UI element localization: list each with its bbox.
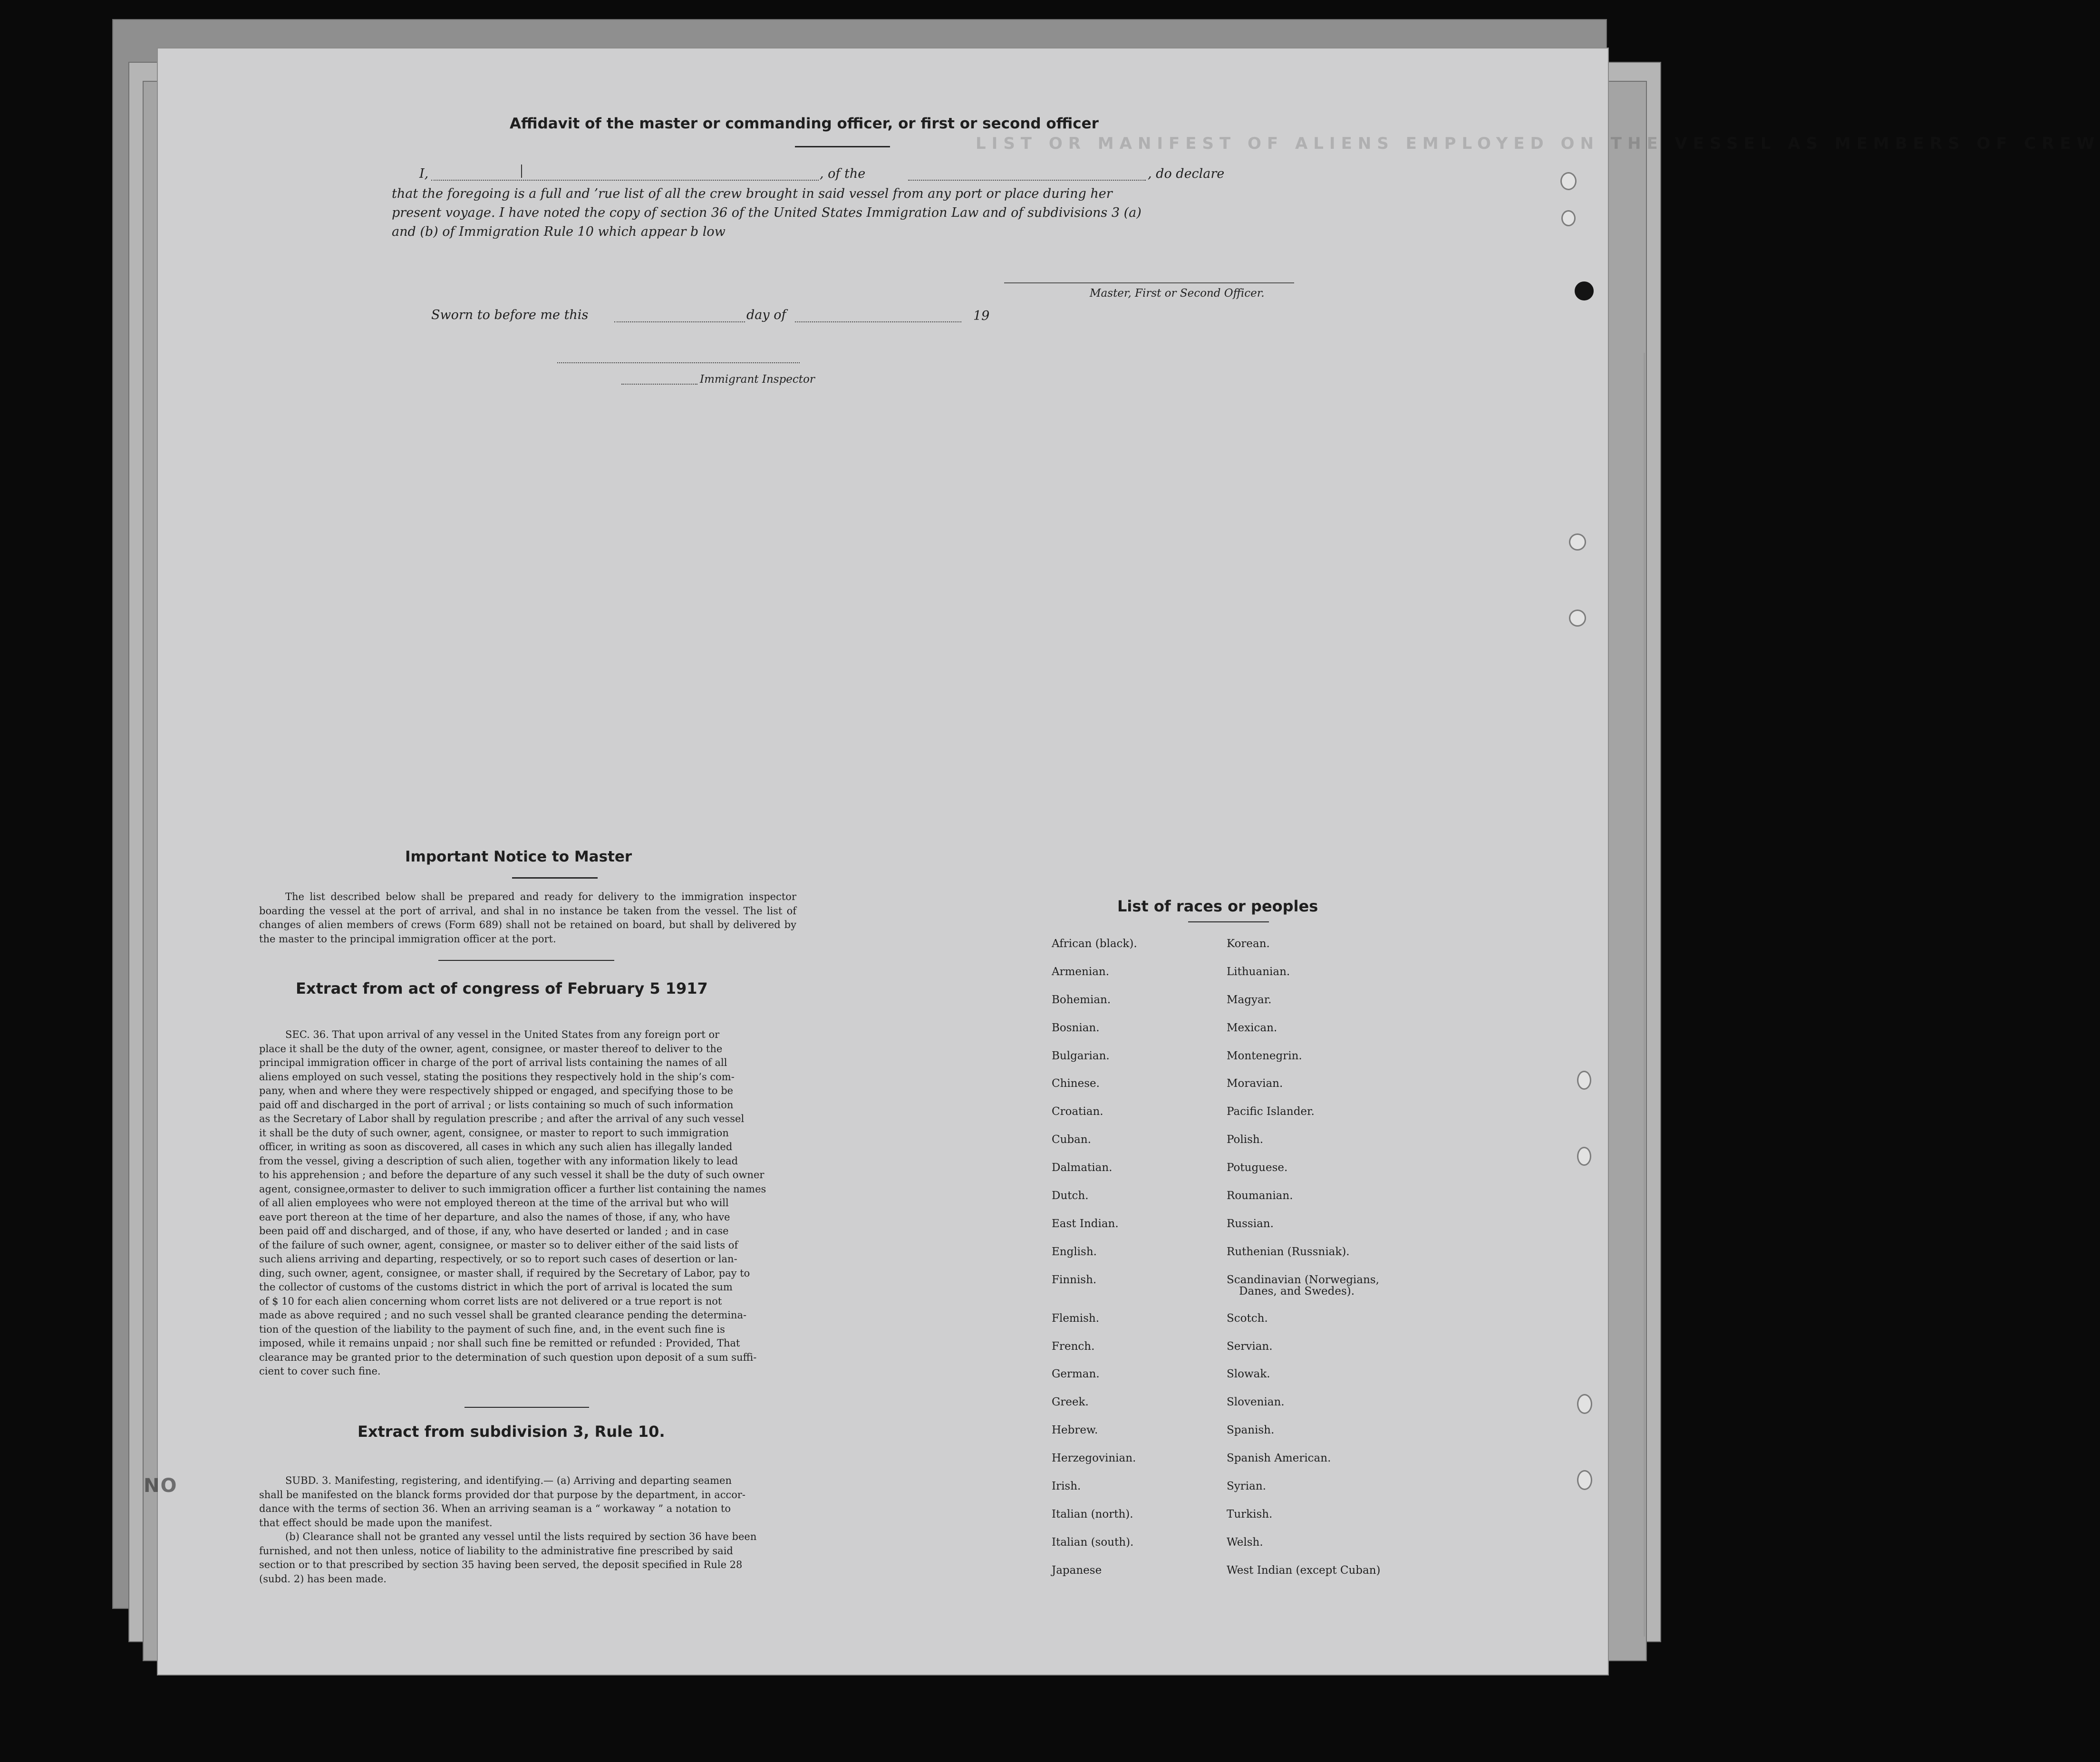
sworn-label: Sworn to before me this (431, 308, 589, 322)
race-item: Pacific Islander. (1227, 1105, 1315, 1118)
race-item: Cuban. (1052, 1133, 1091, 1146)
race-item: Chinese. (1052, 1077, 1100, 1090)
sworn-day-blank[interactable] (614, 321, 745, 322)
ghost-no-label: NO (144, 1475, 178, 1497)
race-item: Herzegovinian. (1052, 1452, 1136, 1465)
text-line: principal immigration officer in charge of the port of arrival lists containing the names of all (259, 1057, 727, 1068)
race-item: Italian (south). (1052, 1536, 1134, 1549)
text-line: clearance may be granted prior to the determination of such question upon deposit of a sum suffi- (259, 1351, 757, 1363)
punch-hole (1569, 610, 1586, 627)
affidavit-i-label: I, (419, 166, 429, 181)
affidavit-line-4: and (b) of Immigration Rule 10 which appear b low (392, 224, 726, 239)
race-item: German. (1052, 1368, 1100, 1381)
inspector-caption-lead (621, 384, 697, 385)
race-item: Magyar. (1227, 993, 1272, 1006)
punch-hole (1577, 1071, 1591, 1090)
text-line: pany, when and where they were respectively shipped or engaged, and specifying those to be (259, 1085, 734, 1096)
text-line: of all alien employees who were not employed thereon at the time of the arrival but who will (259, 1197, 729, 1209)
text-line: aliens employed on such vessel, stating the positions they respectively hold in the ship’s com- (259, 1071, 735, 1083)
race-item: Slovenian. (1227, 1396, 1285, 1409)
punch-hole (1577, 1147, 1591, 1166)
race-item: Spanish. (1227, 1424, 1275, 1437)
race-item: Bohemian. (1052, 993, 1111, 1006)
text-line: SEC. 36. That upon arrival of any vessel in the United States from any foreign port or (285, 1029, 720, 1040)
notice-divider (438, 960, 614, 961)
race-item: West Indian (except Cuban) (1227, 1564, 1381, 1577)
text-line: such aliens arriving and departing, respectively, or so to report such cases of desertion or lan- (259, 1253, 737, 1265)
race-item: Montenegrin. (1227, 1049, 1302, 1062)
race-item: Ruthenian (Russniak). (1227, 1245, 1350, 1258)
text-line: the collector of customs of the customs district in which the port of arrival is located the sum (259, 1281, 733, 1293)
race-item: French. (1052, 1340, 1095, 1353)
punch-hole (1577, 1394, 1592, 1414)
text-line: of the failure of such owner, agent, consignee, or master so to deliver either of the said lists of (259, 1239, 738, 1251)
inspector-signature-line[interactable] (557, 362, 800, 363)
affidavit-title: Affidavit of the master or commanding officer, or first or second officer (510, 115, 1099, 132)
race-item: English. (1052, 1245, 1097, 1258)
race-item: Bulgarian. (1052, 1049, 1110, 1062)
race-item: Scandinavian (Norwegians, Danes, and Swedes). (1227, 1274, 1426, 1312)
race-item: Servian. (1227, 1340, 1273, 1353)
race-item: Croatian. (1052, 1105, 1103, 1118)
race-item: Lithuanian. (1227, 965, 1290, 978)
page-frame-line (1644, 353, 1645, 1636)
race-item-continuation: Danes, and Swedes). (1239, 1285, 1355, 1297)
races-right-column (1227, 938, 1426, 1592)
affidavit-declare-label: , do declare (1148, 166, 1225, 181)
extract-1-divider (465, 1407, 589, 1408)
text-line: tion of the question of the liability to the payment of such fine, and, in the event such fine is (259, 1323, 725, 1335)
race-item: Welsh. (1227, 1536, 1263, 1549)
race-item: Armenian. (1052, 965, 1110, 978)
race-item: Spanish American. (1227, 1452, 1331, 1465)
race-item: Bosnian. (1052, 1021, 1100, 1034)
sworn-year-label: 19 (973, 309, 990, 323)
punch-hole (1561, 210, 1576, 226)
inspector-caption: Immigrant Inspector (700, 373, 815, 386)
affidavit-line-2: that the foregoing is a full and ’rue list of all the crew brought in said vessel from any port or place during her (392, 186, 1113, 201)
race-item: East Indian. (1052, 1217, 1119, 1230)
race-item: Dalmatian. (1052, 1162, 1113, 1174)
text-line: as the Secretary of Labor shall by regulation prescribe ; and after the arrival of any such vessel (259, 1113, 745, 1124)
race-item: Dutch. (1052, 1190, 1089, 1202)
text-line: place it shall be the duty of the owner, agent, consignee, or master thereof to deliver to the (259, 1043, 723, 1055)
race-item: Korean. (1227, 938, 1270, 950)
race-item: Irish. (1052, 1480, 1081, 1493)
race-item: Roumanian. (1227, 1190, 1293, 1202)
text-line: of $ 10 for each alien concerning whom corret lists are not delivered or a true report is not (259, 1295, 722, 1307)
text-line: officer, in writing as soon as discovered, all cases in which any such alien has illegally landed (259, 1141, 733, 1152)
text-line: eave port thereon at the time of her departure, and also the names of those, if any, who have (259, 1211, 730, 1223)
races-left-column (1052, 938, 1209, 1592)
text-line: SUBD. 3. Manifesting, registering, and identifying.— (a) Arriving and departing seamen (285, 1475, 732, 1486)
text-line: section or to that prescribed by section 35 having been served, the deposit specified in Rule 28 (259, 1559, 743, 1570)
races-title: List of races or peoples (1117, 897, 1318, 915)
text-line: (subd. 2) has been made. (259, 1573, 387, 1585)
race-item: Moravian. (1227, 1077, 1283, 1090)
text-line: imposed, while it remains unpaid ; nor shall such fine be remitted or refunded : Provided, That (259, 1337, 740, 1349)
text-line: furnished, and not then unless, notice of liability to the administrative fine prescribed by said (259, 1545, 733, 1557)
affidavit-title-rule (795, 146, 890, 147)
notice-body: The list described below shall be prepared and ready for delivery to the immigration inspector boarding the vessel at the port of arrival, and shal in no instance be taken from the vessel. The list of changes of alien members of crews (Form 689) shall not be retained on board, but shall by delivered by the master to the principal immigration officer at the port. (259, 891, 796, 945)
master-signature-line[interactable] (1004, 282, 1294, 283)
text-line: (b) Clearance shall not be granted any vessel until the lists required by section 36 have been (285, 1531, 757, 1542)
notice-title: Important Notice to Master (405, 848, 632, 865)
text-line: been paid off and discharged, and of those, if any, who have deserted or landed ; and in case (259, 1225, 729, 1237)
race-item: Syrian. (1227, 1480, 1266, 1493)
day-of-label: day of (746, 308, 786, 322)
text-line: shall be manifested on the blanck forms provided dor that purpose by the department, in accor- (259, 1489, 746, 1501)
ghost-manifest-heading: LIST OR MANIFEST OF ALIENS EMPLOYED ON THE VESSEL AS MEMBERS OF CREW (976, 134, 2100, 153)
text-line: it shall be the duty of such owner, agent, consignee, or master to report to such immigration (259, 1127, 729, 1139)
extract-1-title: Extract from act of congress of February 5 1917 (296, 979, 708, 997)
master-signature-caption: Master, First or Second Officer. (1090, 287, 1265, 300)
text-line: cient to cover such fine. (259, 1365, 381, 1377)
text-line: to his apprehension ; and before the departure of any such vessel it shall be the duty of such owner (259, 1169, 765, 1181)
race-item: Polish. (1227, 1133, 1264, 1146)
punch-hole (1575, 281, 1594, 300)
text-line: made as above required ; and no such vessel shall be granted clearance pending the determina- (259, 1309, 747, 1321)
race-item: Potuguese. (1227, 1162, 1288, 1174)
punch-hole (1569, 533, 1586, 551)
extract-1-body (259, 1028, 796, 1379)
affidavit-name-blank[interactable] (431, 180, 819, 181)
sworn-month-blank[interactable] (795, 321, 961, 322)
text-line: paid off and discharged in the port of arrival ; or lists containing so much of such information (259, 1099, 734, 1111)
affidavit-line-3: present voyage. I have noted the copy of section 36 of the United States Immigration Law and of subdivisions 3 (a) (392, 205, 1142, 220)
race-item: Russian. (1227, 1217, 1274, 1230)
text-line: from the vessel, giving a description of such alien, together with any information likely to lead (259, 1155, 738, 1167)
extract-2-body (259, 1474, 796, 1586)
text-line: ding, such owner, agent, consignee, or master shall, if required by the Secretary of Labor, pay to (259, 1267, 750, 1279)
race-item: African (black). (1052, 938, 1137, 950)
race-item: Greek. (1052, 1396, 1089, 1409)
race-item: Finnish. (1052, 1273, 1097, 1286)
text-line: agent, consignee,ormaster to deliver to such immigration officer a further list containing the names (259, 1183, 766, 1195)
race-item: Italian (north). (1052, 1508, 1133, 1520)
punch-hole (1560, 172, 1577, 190)
race-item: Turkish. (1227, 1508, 1273, 1520)
race-item: Flemish. (1052, 1312, 1100, 1325)
extract-2-title: Extract from subdivision 3, Rule 10. (358, 1423, 665, 1441)
race-item: Mexican. (1227, 1021, 1277, 1034)
text-line: that effect should be made upon the manifest. (259, 1517, 493, 1529)
document-page (144, 48, 2100, 1675)
race-item: Hebrew. (1052, 1424, 1098, 1437)
text-line: dance with the terms of section 36. When an arriving seaman is a “ workaway ” a notation to (259, 1503, 731, 1514)
race-item: Scotch. (1227, 1312, 1268, 1325)
race-item: Japanese (1052, 1564, 1102, 1577)
affidavit-vessel-blank[interactable] (908, 180, 1146, 181)
punch-hole (1577, 1470, 1592, 1490)
races-title-rule (1188, 921, 1269, 922)
affidavit-name-tick (521, 165, 522, 178)
race-item: Slowak. (1227, 1368, 1270, 1381)
notice-title-rule (512, 877, 598, 879)
affidavit-of-the-label: , of the (820, 166, 866, 181)
